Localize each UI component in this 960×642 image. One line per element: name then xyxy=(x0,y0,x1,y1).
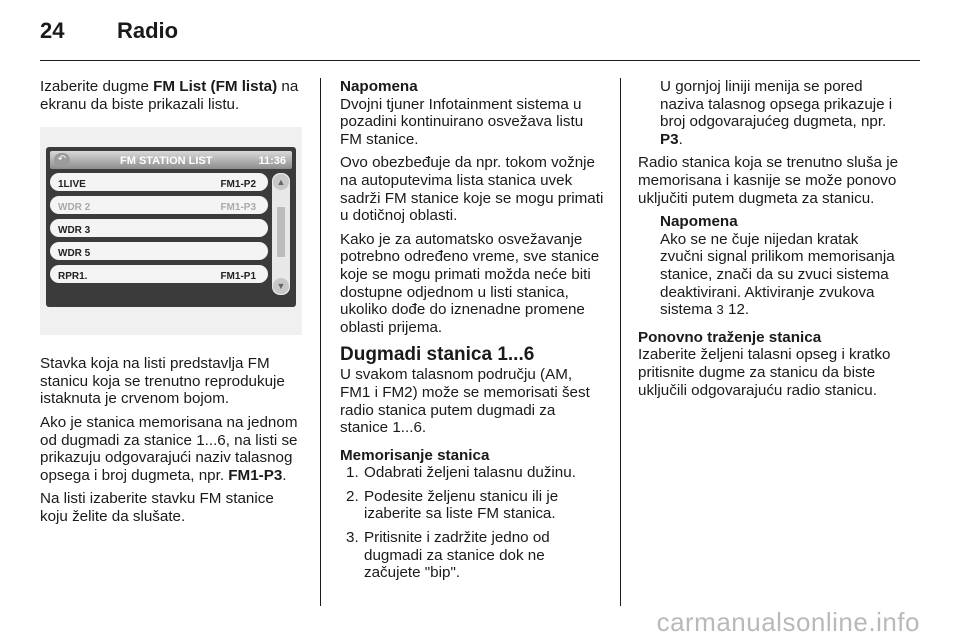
column-divider-1 xyxy=(320,78,321,606)
note-paragraph: Kako je za automatsko osvežavanje potrebno određeno vreme, sve stanice koje se mogu primati možda neće biti dostupne odjednom u listi stanica, ukoliko dođe do iznenadne promene oblasti prijema. xyxy=(340,230,600,336)
station-list xyxy=(50,173,268,288)
fm-station-list-figure xyxy=(40,127,302,335)
station-row: WDR 5 xyxy=(50,242,268,260)
screen-clock: 11:36 xyxy=(258,155,286,168)
station-row: RPR1. FM1-P1 xyxy=(50,265,268,283)
preset-paragraph: U svakom talasnom području (AM, FM1 i FM2) može se memorisati šest radio stanica putem dugmadi za stanice 1...6. xyxy=(340,366,590,437)
highlight-paragraph: Stavka koja na listi predstavlja FM stanicu koja se trenutno reprodukuje istaknuta je crvenom bojom. xyxy=(40,355,285,408)
current-station-paragraph: Radio stanica koja se trenutno sluša je memorisana i kasnije se može ponovo uključiti putem dugmeta za stanicu. xyxy=(638,154,899,207)
column-2 xyxy=(340,78,605,588)
subheading-memorize: Memorisanje stanica xyxy=(340,446,490,464)
infotainment-screen xyxy=(46,147,296,307)
column-1 xyxy=(40,78,305,532)
note-title: Napomena xyxy=(340,78,418,95)
list-item: 1. Odabrati željeni talasnu dužinu. xyxy=(346,464,576,482)
station-row: 1LIVE FM1-P2 xyxy=(50,173,268,191)
menu-line-paragraph: U gornjoj liniji menija se pored naziva talasnog opsega prikazuje i broj odgovarajućeg dugmeta, npr. P3. xyxy=(660,78,893,148)
section-heading: Dugmadi stanica 1...6 xyxy=(340,344,535,366)
scroll-thumb xyxy=(277,207,285,257)
screen-titlebar xyxy=(50,151,292,169)
select-paragraph: Na listi izaberite stavku FM stanice koju želite da slušate. xyxy=(40,490,274,525)
page-number: 24 xyxy=(40,18,65,43)
note-paragraph: Ovo obezbeđuje da npr. tokom vožnje na autoputevima lista stanica uvek sadrži FM stanice koje se mogu primati u dotičnoj oblasti. xyxy=(340,154,604,225)
subheading-recall: Ponovno traženje stanica xyxy=(638,328,822,346)
screen-scrollbar xyxy=(272,173,290,295)
note-title: Napomena xyxy=(660,213,738,231)
screen-title: FM STATION LIST xyxy=(120,155,213,168)
column-divider-2 xyxy=(620,78,621,606)
station-row: WDR 2 FM1-P3 xyxy=(50,196,268,214)
page-reference-icon: 3 xyxy=(716,302,724,318)
scroll-up-icon: ▲ xyxy=(273,174,289,190)
section-title: Radio xyxy=(117,18,179,43)
memorize-steps xyxy=(340,464,605,582)
note-block xyxy=(638,213,903,319)
column-3 xyxy=(638,78,903,405)
list-item: 2. Podesite željenu stanicu ili je izaberite sa liste FM stanica. xyxy=(346,487,559,523)
header-rule xyxy=(40,60,920,61)
station-row: WDR 3 xyxy=(50,219,268,237)
back-icon: ↶ xyxy=(54,153,70,167)
recall-paragraph: Izaberite željeni talasni opseg i kratko pritisnite dugme za stanicu da biste uključili odgovarajuću radio stanicu. xyxy=(638,346,891,399)
memorized-paragraph: Ako je stanica memorisana na jednom od dugmadi za stanice 1...6, na listi se prikazuju odgovarajući naziv talasnog opsega i broj dugmeta, npr. FM1-P3. xyxy=(40,413,298,484)
note-text: Ako se ne čuje nijedan kratak zvučni signal prilikom memorisanja stanice, znači da su zvuci sistema deaktivirani. Aktiviranje zvukova sistema 3 12. xyxy=(660,230,895,319)
watermark: carmanualsonline.info xyxy=(656,607,920,637)
scroll-down-icon: ▼ xyxy=(273,278,289,294)
list-item: 3. Pritisnite i zadržite jedno od dugmadi za stanice dok ne začujete "bip". xyxy=(346,529,550,582)
note-paragraph: Dvojni tjuner Infotainment sistema u pozadini kontinuirano osvežava listu FM stanice. xyxy=(340,95,584,148)
intro-paragraph: Izaberite dugme FM List (FM lista) na ekranu da biste prikazali listu. xyxy=(40,78,299,113)
